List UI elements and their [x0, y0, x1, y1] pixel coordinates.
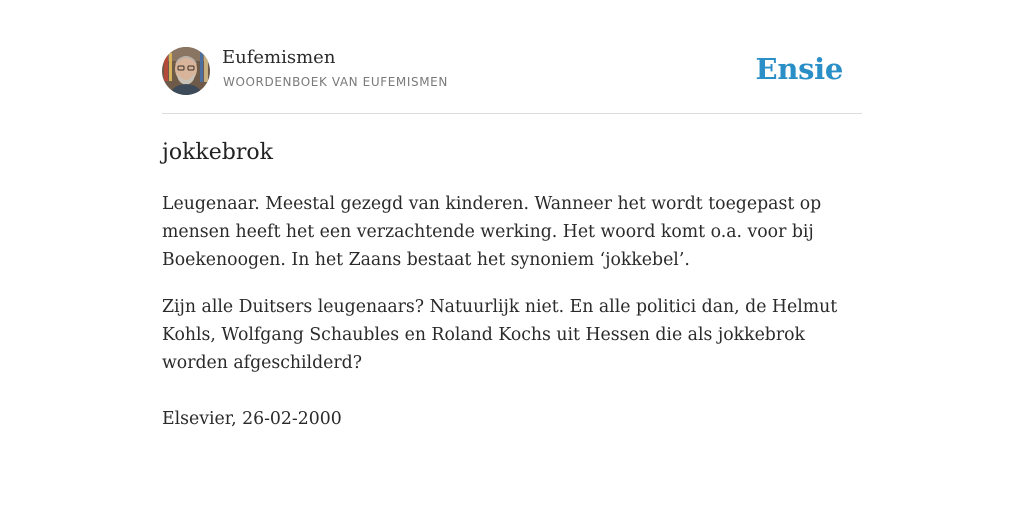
entry-definition [162, 190, 862, 396]
quote-source: Elsevier, 26-02-2000 [162, 409, 342, 429]
entry-card [162, 46, 862, 429]
definition-paragraph: Leugenaar. Meestal gezegd van kinderen. Wanneer het wordt toegepast op mensen heeft het een verzachtende werking. Het woord komt o.a. voor bij Boekenoogen. In het Zaans bestaat het synoniem ‘jokkebel’. [162, 194, 822, 270]
entry-header [162, 46, 862, 96]
header-divider [162, 113, 862, 114]
author-subtitle[interactable]: WOORDENBOEK VAN EUFEMISMEN [223, 75, 448, 89]
entry-term: jokkebrok [162, 140, 273, 165]
author-avatar[interactable] [162, 47, 210, 95]
brand-logo[interactable]: Ensie [755, 52, 843, 86]
author-photo-icon [162, 47, 210, 95]
example-quote: Zijn alle Duitsers leugenaars? Natuurlijk niet. En alle politici dan, de Helmut Kohls, Wolfgang Schaubles en Roland Kochs uit Hessen die als jokkebrok worden afgeschilderd? [162, 297, 838, 373]
author-name[interactable]: Eufemismen [222, 47, 336, 68]
